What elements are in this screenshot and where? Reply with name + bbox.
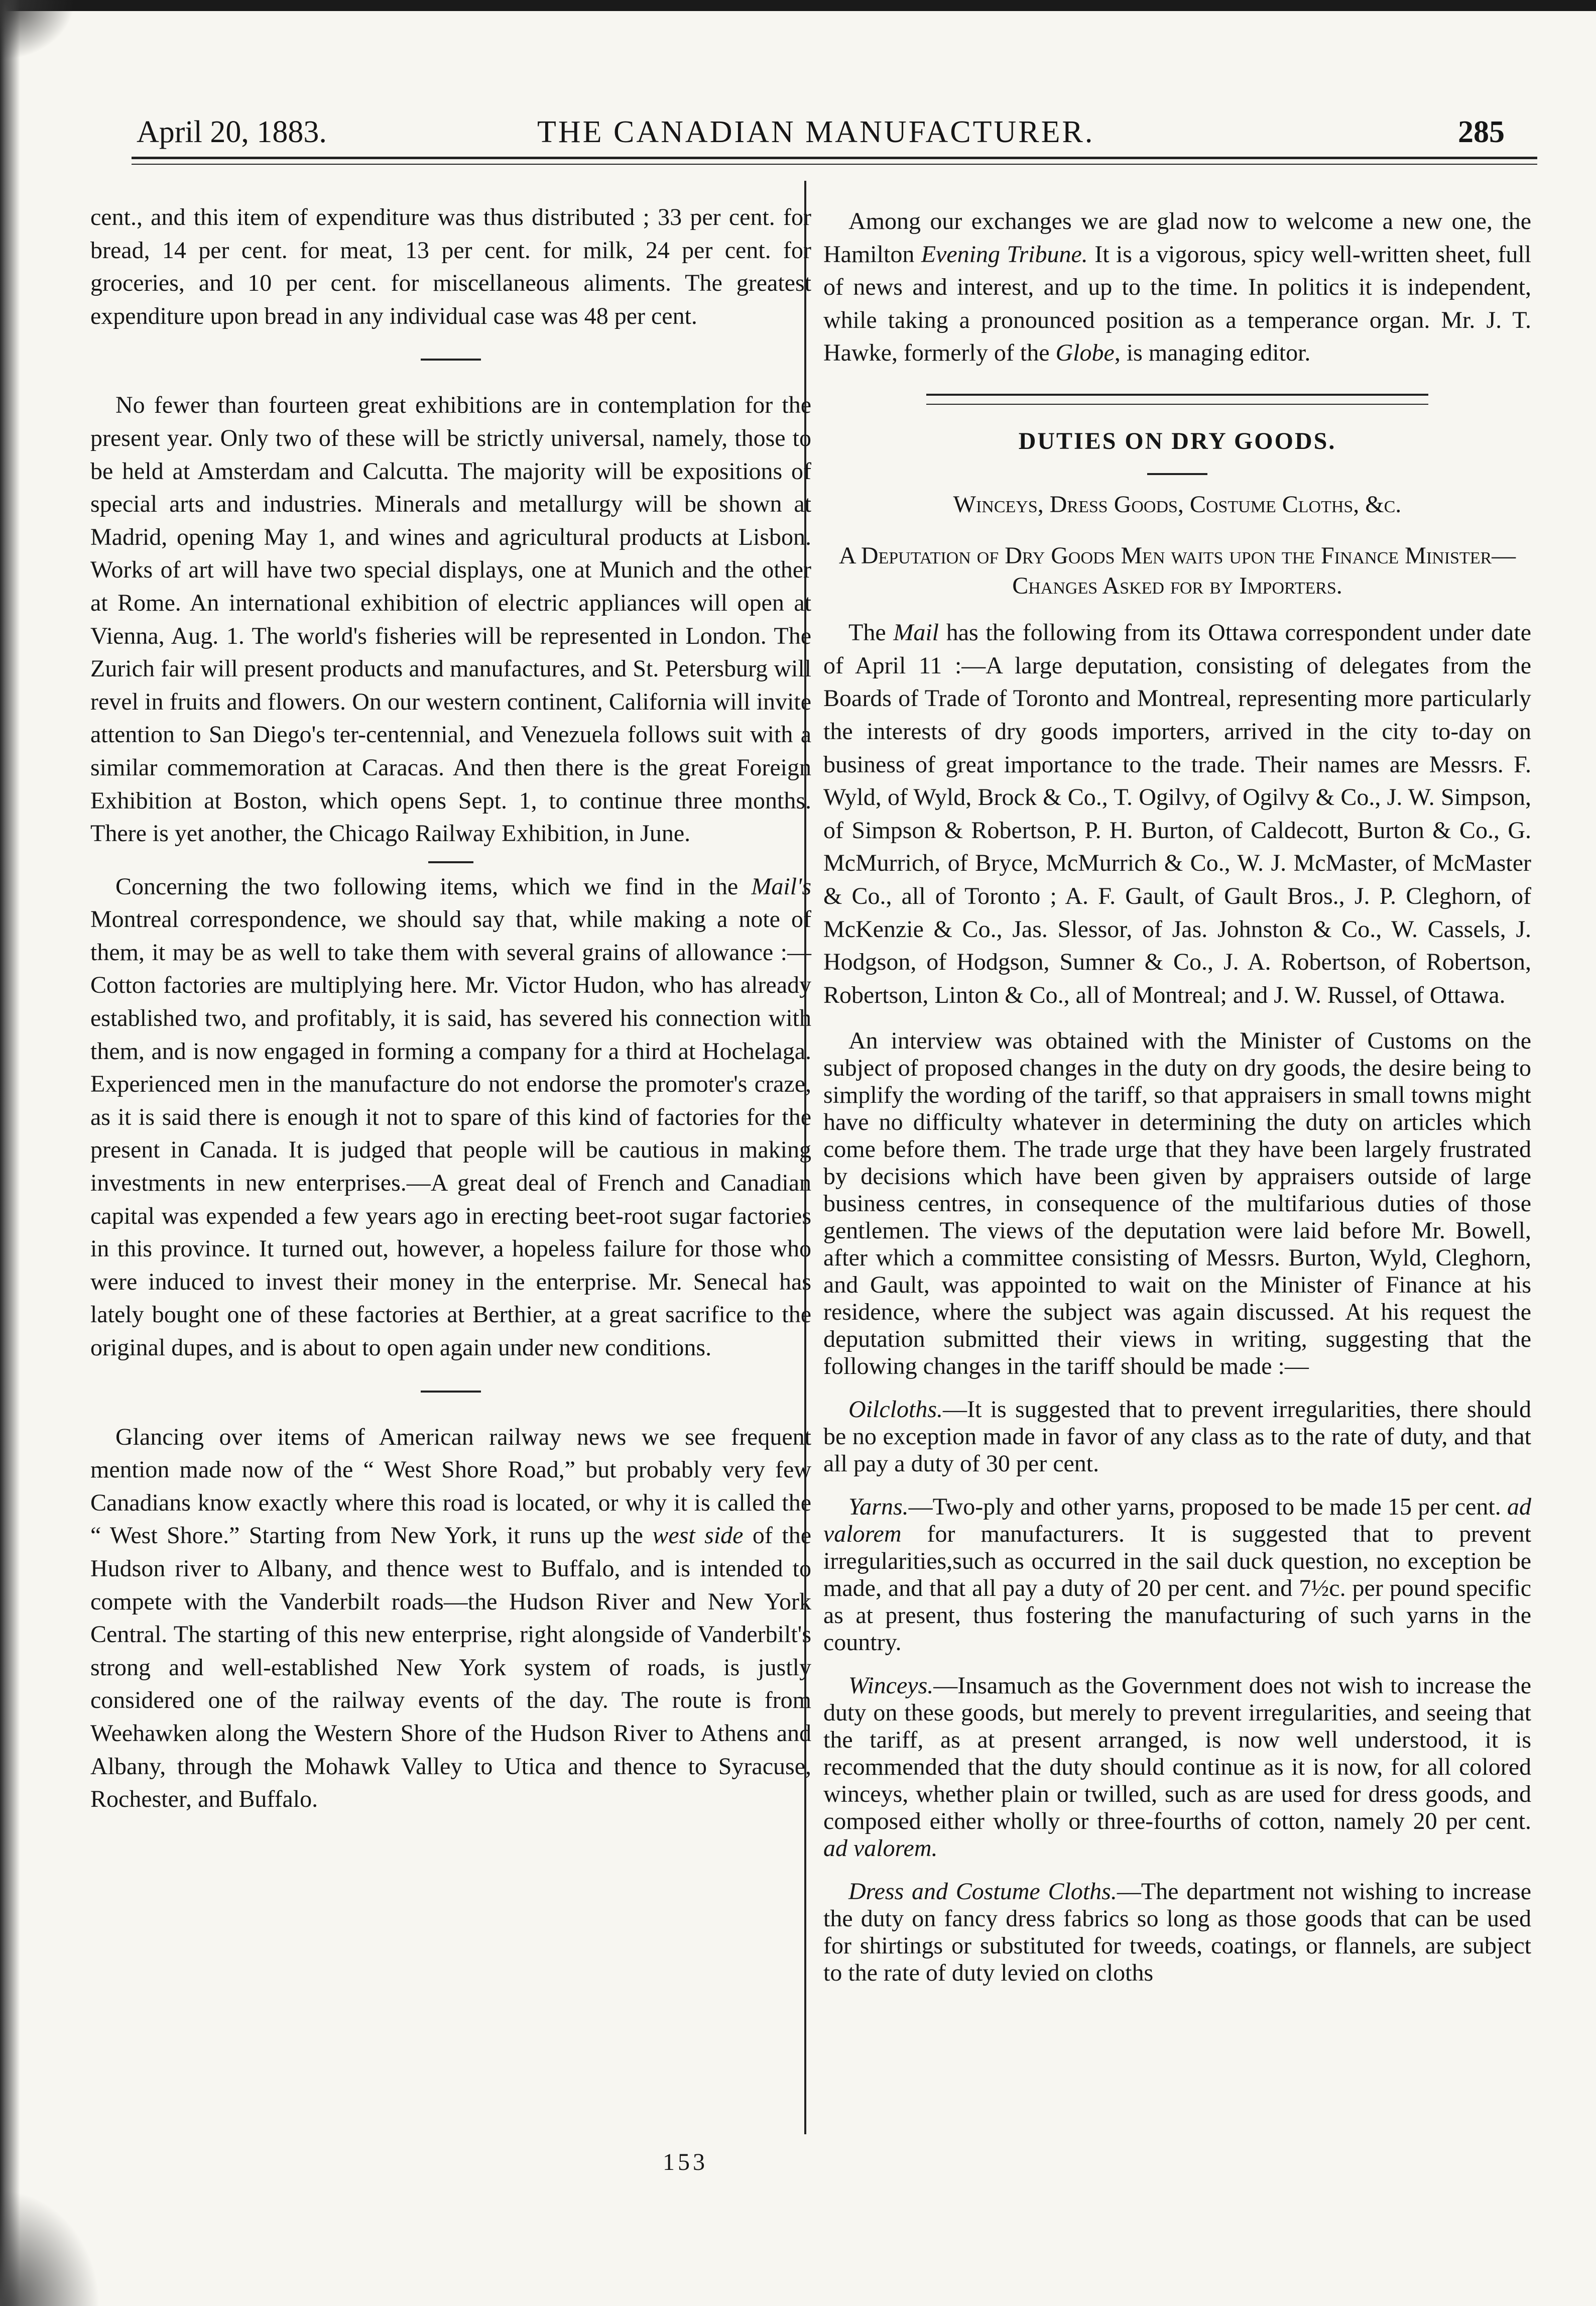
article-subheading: Winceys, Dress Goods, Costume Cloths, &c.	[953, 491, 1402, 518]
paragraph-exhibitions: No fewer than fourteen great exhibitions are in contemplation for the present year. Only two of these will be strictly universal, namely, those to be held at Amsterdam and Calcutta. The majority will be expositions of special arts and industries. Minerals and metallurgy will be shown at Madrid, opening May 1, and wines and agricultural products at Lisbon. Works of art will have two special displays, one at Munich and the other at Rome. An international exhibition of electric appliances will open at Vienna, Aug. 1. The world's fisheries will be represented in London. The Zurich fair will present products and manufactures, and St. Petersburg will revel in fruits and flowers. On our western continent, California will invite attention to San Diego's ter-centennial, and Venezuela follows suit with a similar commemoration at Caracas. And then there is the great Foreign Exhibition at Boston, which opens Sept. 1, to continue three months. There is yet another, the Chicago Railway Exhibition, in June.	[90, 392, 811, 847]
scan-top-border	[0, 0, 1596, 11]
header-date: April 20, 1883.	[137, 115, 327, 149]
paragraph-oilcloths: Oilcloths.—It is suggested that to prevent irregularities, there should be no exception made in favor of any class as to the rate of duty, and that all pay a duty of 30 per cent.	[823, 1396, 1531, 1477]
scan-corner-shadow	[0, 2189, 100, 2306]
paragraph-expenditure: cent., and this item of expenditure was thus distributed ; 33 per cent. for bread, 14 per cent. for meat, 13 per cent. for milk, 24 per cent. for groceries, and 10 per cent. for miscellaneous aliments. The greatest expenditure upon bread in any individual case was 48 per cent.	[90, 204, 811, 329]
masthead-title: THE CANADIAN MANUFACTURER.	[537, 115, 1095, 149]
paragraph-evening-tribune: Among our exchanges we are glad now to welcome a new one, the Hamilton Evening Tribune. It is a vigorous, spicy well-written sheet, full of news and interest, and up to the time. In politics it is independent, while taking a pronounced position as a temperance organ. Mr. J. T. Hawke, formerly of the Globe, is managing editor.	[823, 208, 1531, 367]
paragraph-deputation: The Mail has the following from its Ottawa correspondent under date of April 11 :—A large deputation, consisting of delegates from the Boards of Trade of Toronto and Montreal, representing more particularly the interests of dry goods importers, arrived in the city to-day on business of great importance to the trade. Their names are Messrs. F. Wyld, of Wyld, Brock & Co., T. Ogilvy, of Ogilvy & Co., J. W. Simpson, of Simpson & Robertson, P. H. Burton, of Caldecott, Burton & Co., G. McMurrich, of Bryce, McMurrich & Co., W. J. McMaster, of McMaster & Co., all of Toronto ; A. F. Gault, of Gault Bros., J. P. Cleghorn, of McKenzie & Co., Jas. Slessor, of Jas. Johnston & Co., W. Cassels, J. Hodgson, of Hodgson, Sumner & Co., J. A. Robertson, of Robertson, Robertson, Linton & Co., all of Montreal; and J. W. Russel, of Ottawa.	[823, 619, 1531, 1008]
paragraph-cotton-factories: Concerning the two following items, which we find in the Mail's Montreal correspondence, we should say that, while making a note of them, it may be as well to take them with several grains of allowance :—Cotton factories are multiplying here. Mr. Victor Hudon, who has already established two, and profitably, it is said, has severed his connection with them, and is now engaged in forming a company for a third at Hochelaga. Experienced men in the manufacture do not endorse the promoter's craze, as it is said there is enough it not to spare of this kind of factories for the present in Canada. It is judged that people will be cautious in making investments in new enterprises.—A great deal of French and Canadian capital was expended a few years ago in erecting beet-root sugar factories in this province. It turned out, however, a hopeless failure for those who were induced to invest their money in the enterprise. Mr. Senecal has lately bought one of these factories at Berthier, at a great sacrifice to the original dupes, and is about to open again under new conditions.	[90, 873, 811, 1361]
paragraph-winceys: Winceys.—Insamuch as the Government does not wish to increase the duty on these goods, but merely to prevent irregularities, and seeing that the tariff, as at present arranged, is now well understood, it is recommended that the duty should continue as it is now, for all colored winceys, whether plain or twilled, such as are used for dress goods, and composed either wholly or three-fourths of cotton, namely 20 per cent. ad valorem.	[823, 1672, 1531, 1862]
section-separator	[421, 1391, 481, 1393]
scan-corner-shadow	[0, 0, 75, 60]
header-rule-thin	[132, 164, 1537, 165]
paragraph-dress-cloths: Dress and Costume Cloths.—The department not wishing to increase the duty on fancy dress fabrics so long as those goods that can be used for shirtings or substituted for tweeds, coatings, or flannels, are subject to the rate of duty levied on cloths	[823, 1878, 1532, 1987]
section-separator	[421, 359, 481, 361]
footer-page-number: 153	[663, 2149, 708, 2175]
article-deck: A Deputation of Dry Goods Men waits upon the Finance Minister—Changes Asked for by Importers.	[838, 542, 1516, 600]
paragraph-west-shore-road: Glancing over items of American railway news we see frequent mention made now of the “ West Shore Road,” but probably very few Canadians know exactly where this road is located, or why it is called the “ West Shore.” Starting from New York, it runs up the west side of the Hudson river to Albany, and thence west to Buffalo, and is intended to compete with the Vanderbilt roads—the Hudson River and New York Central. The starting of this new enterprise, right alongside of Vanderbilt's strong and well-established New York system of roads, is justly considered one of the railway events of the day. The route is from Weehawken along the Western Shore of the Hudson River to Athens and Albany, through the Mohawk Valley to Utica and thence to Syracuse, Rochester, and Buffalo.	[90, 1423, 811, 1813]
left-column	[90, 201, 811, 1832]
header-rule	[132, 157, 1537, 159]
right-column	[823, 205, 1531, 2003]
paragraph-yarns: Yarns.—Two-ply and other yarns, proposed to be made 15 per cent. ad valorem for manufacturers. It is suggested that to prevent irregularities,such as occurred in the sail duck question, no exception be made, and that all pay a duty of 20 per cent. and 7½c. per pound specific as at present, thus fostering the manufacturing of such yarns in the country.	[823, 1493, 1531, 1656]
scan-left-edge	[0, 0, 20, 2306]
article-heading: DUTIES ON DRY GOODS.	[1018, 427, 1336, 454]
heading-separator	[1147, 473, 1207, 475]
article-separator	[926, 394, 1428, 405]
paragraph-interview: An interview was obtained with the Minister of Customs on the subject of proposed changes in the duty on dry goods, the desire being to simplify the wording of the tariff, so that appraisers in small towns might have no difficulty whatever in determining the duty on articles which come before them. The trade urge that they have been largely frustrated by decisions which have been given by appraisers outside of large business centres, in consequence of the multifarious duties of those gentlemen. The views of the deputation were laid before Mr. Bowell, after which a committee consisting of Messrs. Burton, Wyld, Cleghorn, and Gault, was appointed to wait on the Minister of Finance at his residence, where the subject was again discussed. At his request the deputation submitted their views in writing, suggesting that the following changes in the tariff should be made :—	[823, 1027, 1531, 1380]
header-page-number: 285	[1458, 115, 1505, 149]
section-separator	[428, 861, 473, 863]
